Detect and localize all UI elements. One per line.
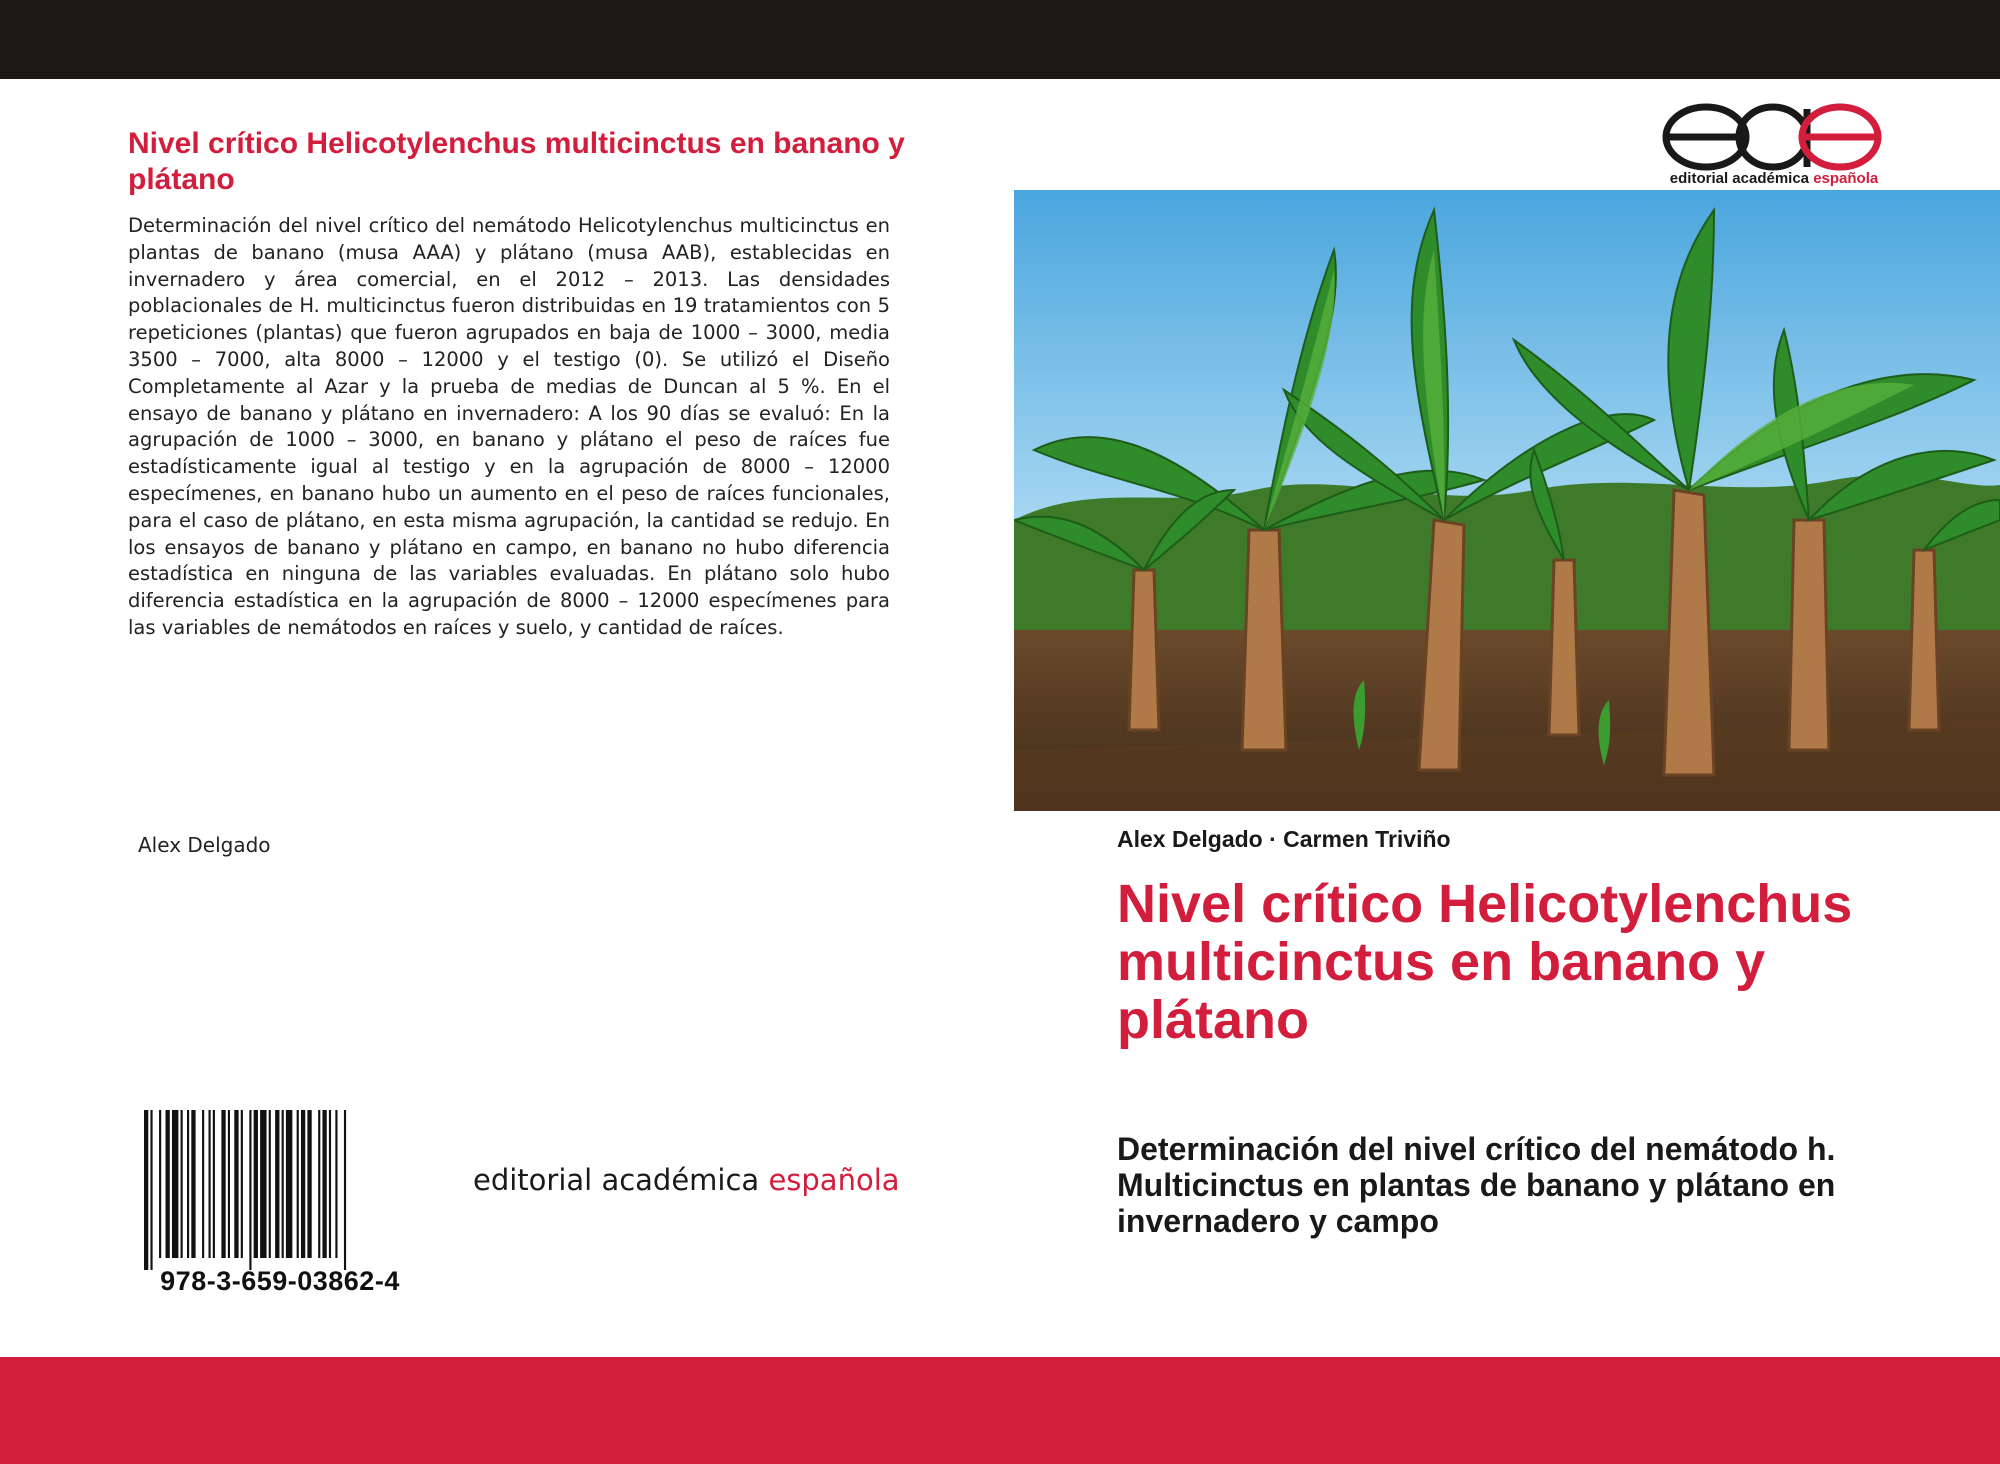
barcode-bar: [318, 1110, 320, 1258]
barcode-bar: [150, 1110, 152, 1270]
back-cover-title: Nivel crítico Helicotylenchus multicinctus en banano y plátano: [128, 127, 905, 196]
barcode-bar: [228, 1110, 230, 1258]
publisher-name-part1: editorial académica: [473, 1163, 760, 1197]
logo-caption-part1: editorial académica: [1669, 170, 1810, 187]
barcode-bar: [191, 1110, 195, 1258]
back-publisher-name: [473, 1163, 900, 1197]
barcode-bar: [221, 1110, 225, 1258]
barcode-bar: [260, 1110, 266, 1258]
publisher-name-part2: española: [768, 1163, 900, 1197]
barcode-bar: [249, 1110, 251, 1270]
barcode-bar: [144, 1110, 148, 1270]
back-cover-author: Alex Delgado: [138, 833, 271, 857]
front-cover-title: Nivel crítico Helicotylenchus multicinctus en banano y plátano: [1117, 874, 1853, 1050]
barcode-bar: [307, 1110, 311, 1258]
barcode-bar: [269, 1110, 271, 1258]
barcode-bar: [234, 1110, 238, 1258]
bottom-red-band: [0, 1357, 2000, 1464]
barcode-bar: [282, 1110, 284, 1258]
barcode-bar: [322, 1110, 326, 1258]
barcode-bar: [254, 1110, 258, 1258]
barcode-bar: [286, 1110, 292, 1258]
barcode-bar: [209, 1110, 211, 1258]
barcode-bar: [159, 1110, 161, 1258]
logo-caption-part2: española: [1813, 170, 1879, 187]
barcode-bar: [202, 1110, 204, 1258]
front-cover-subtitle: Determinación del nivel crítico del nemátodo h. Multicinctus en plantas de banano y plátano en invernadero y campo: [1117, 1131, 1836, 1239]
barcode-bar: [187, 1110, 189, 1258]
barcode-bar: [344, 1110, 346, 1270]
top-dark-band: [0, 0, 2000, 79]
barcode-bar: [301, 1110, 305, 1258]
isbn-number: 978-3-659-03862-4: [160, 1266, 400, 1296]
barcode-bar: [181, 1110, 183, 1258]
barcode-bar: [166, 1110, 170, 1258]
front-cover-authors: Alex Delgado · Carmen Triviño: [1117, 826, 1451, 852]
barcode-bar: [297, 1110, 299, 1258]
barcode-bar: [275, 1110, 279, 1258]
back-cover-abstract: Determinación del nivel crítico del nemátodo Helicotylenchus multicinctus en plantas de banano (musa AAA) y plátano (musa AAB), establecidas en invernadero y área comercial, en el 2012 – 2013. Las densidades poblacionales de H. multicinctus fueron distribuidas en 19 tratamientos con 5 repeticiones (plantas) que fueron agrupados en baja de 1000 – 3000, media 3500 – 7000, alta 8000 – 12000 y el testigo (0). Se utilizó el Diseño Completamente al Azar y la prueba de medias de Duncan al 5 %. En el ensayo de banano y plátano en invernadero: A los 90 días se evaluó: En la agrupación de 1000 – 3000, en banano y plátano el peso de raíces fue estadísticamente igual al testigo y en la agrupación de 8000 – 12000 especímenes, en banano hubo un aumento en el peso de raíces funcionales, para el caso de plátano, en esta misma agrupación, la cantidad se redujo. En los ensayos de banano y plátano en campo, en banano no hubo diferencia estadística en ninguna de las variables evaluadas. En plátano solo hubo diferencia estadística en la agrupación de 8000 – 12000 especímenes para las variables de nemátodos en raíces y suelo, y cantidad de raíces.: [128, 214, 890, 639]
barcode-bar: [329, 1110, 331, 1258]
barcode-bar: [335, 1110, 337, 1258]
banana-plantation-photo: [1014, 190, 2000, 811]
barcode-bar: [241, 1110, 243, 1258]
logo-caption: [1660, 170, 1888, 187]
barcode-bar: [172, 1110, 178, 1258]
barcode-bar: [213, 1110, 215, 1258]
